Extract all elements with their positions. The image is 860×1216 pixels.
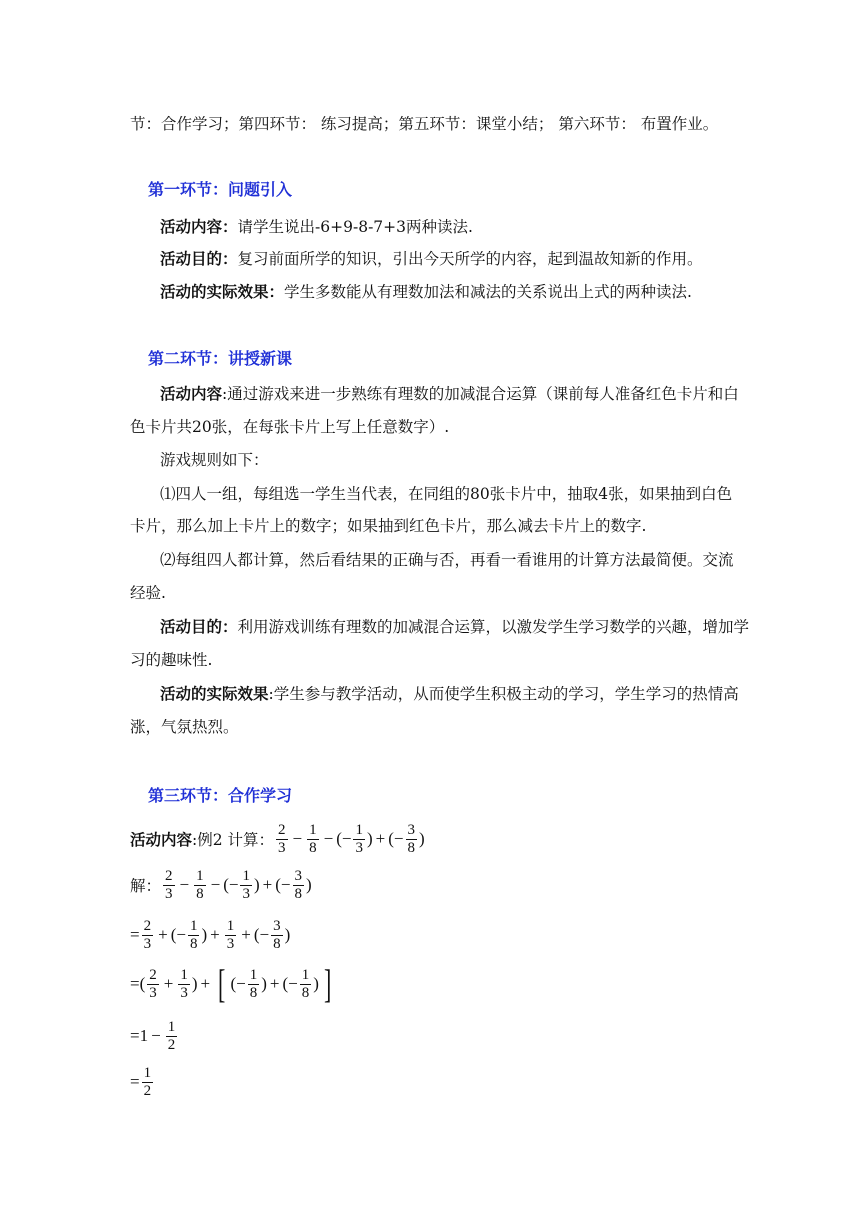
label: 活动内容	[160, 385, 223, 403]
fraction: $\frac{2}{3}$	[165, 867, 173, 902]
fraction: $\frac{1}{3}$	[180, 966, 188, 1001]
fraction: $\frac{1}{2}$	[143, 1064, 152, 1099]
text: 学生多数能从有理数加法和减法的关系说出上式的两种读法.	[284, 283, 692, 301]
fraction: $\frac{2}{3}$	[278, 821, 286, 856]
solution-step-5: = $\frac{1}{2}$	[130, 1064, 152, 1099]
activity-goal-2b: 习的趣味性.	[130, 651, 213, 669]
fraction: $\frac{1}{3}$	[355, 821, 363, 856]
label: 活动内容：	[160, 218, 238, 236]
activity-effect-2b: 涨，气氛热烈。	[130, 718, 239, 736]
fraction: $\frac{1}{8}$	[249, 966, 258, 1001]
fraction: $\frac{2}{3}$	[149, 966, 157, 1001]
rule-2b: 经验.	[130, 584, 166, 602]
text: 复习前面所学的知识，引出今天所学的内容，起到温故知新的作用。	[237, 250, 703, 268]
activity-effect-2a	[160, 684, 739, 704]
example-problem: 活动内容 :例2 计算： $\frac{2}{3}$ − $\frac{1}{8}$ − ( − $\frac{1}{3}$ ) + ( − $\frac{3}{8}$ )	[130, 821, 425, 856]
fraction: $\frac{1}{8}$	[196, 867, 204, 902]
fraction: $\frac{3}{8}$	[294, 867, 302, 902]
label: 活动目的：	[160, 250, 238, 268]
fraction: $\frac{1}{8}$	[189, 917, 198, 952]
activity-content-2a	[160, 384, 739, 404]
fraction: $\frac{1}{3}$	[242, 867, 250, 902]
solution-step-3: = ( $\frac{2}{3}$ + $\frac{1}{3}$ ) + [ ( − $\frac{1}{8}$ ) + ( − $\frac{1}{8}$ ) ]	[130, 961, 332, 1006]
activity-content-1	[160, 217, 473, 237]
text: 请学生说出-6+9-8-7+3两种读法.	[237, 218, 473, 236]
rule-1a: ⑴四人一组，每组选一学生当代表，在同组的80张卡片中，抽取4张，如果抽到白色	[160, 485, 733, 503]
solution-step-4: = 1 − $\frac{1}{2}$	[130, 1018, 176, 1053]
fraction: $\frac{1}{8}$	[309, 821, 317, 856]
text: :学生参与教学活动，从而使学生积极主动的学习，学生学习的热情高	[268, 685, 739, 703]
activity-goal-2a	[160, 617, 749, 637]
rule-1b: 卡片，那么加上卡片上的数字；如果抽到红色卡片，那么减去卡片上的数字.	[130, 517, 647, 535]
text: :例2 计算：	[192, 831, 275, 849]
solution-label: 解：	[130, 877, 162, 895]
solution-step-1: 解： $\frac{2}{3}$ − $\frac{1}{8}$ − ( − $\frac{1}{3}$ ) + ( − $\frac{3}{8}$ )	[130, 867, 312, 902]
activity-effect-1	[160, 282, 692, 302]
heading-section-3: 第三环节：合作学习	[148, 786, 293, 805]
solution-step-2: = $\frac{2}{3}$ + ( − $\frac{1}{8}$ ) + $\frac{1}{3}$ + ( − $\frac{3}{8}$ )	[130, 917, 291, 952]
activity-goal-1	[160, 249, 703, 269]
fraction: $\frac{2}{3}$	[143, 917, 152, 952]
fraction: $\frac{3}{8}$	[273, 917, 281, 952]
label: 活动目的：	[160, 618, 238, 636]
left-bracket: [	[218, 961, 226, 1006]
right-bracket: ]	[323, 961, 332, 1006]
intro-line: 节：合作学习；第四环节： 练习提高；第五环节：课堂小结； 第六环节： 布置作业。	[130, 115, 719, 133]
activity-content-2b: 色卡片共20张，在每张卡片上写上任意数字）.	[130, 418, 450, 436]
game-rules-title: 游戏规则如下：	[160, 451, 269, 469]
label: 活动的实际效果：	[160, 283, 285, 301]
label: 活动的实际效果	[160, 685, 269, 703]
heading-section-2: 第二环节：讲授新课	[148, 349, 293, 368]
fraction: $\frac{1}{3}$	[226, 917, 235, 952]
text: :通过游戏来进一步熟练有理数的加减混合运算（课前每人准备红色卡片和白	[222, 385, 739, 403]
label: 活动内容	[130, 831, 193, 849]
heading-section-1: 第一环节：问题引入	[148, 180, 293, 199]
fraction: $\frac{1}{2}$	[167, 1018, 176, 1053]
fraction: $\frac{3}{8}$	[407, 821, 416, 856]
text: 利用游戏训练有理数的加减混合运算，以激发学生学习数学的兴趣，增加学	[237, 618, 750, 636]
fraction: $\frac{1}{8}$	[301, 966, 310, 1001]
rule-2a: ⑵每组四人都计算，然后看结果的正确与否，再看一看谁用的计算方法最简便。交流	[160, 551, 734, 569]
